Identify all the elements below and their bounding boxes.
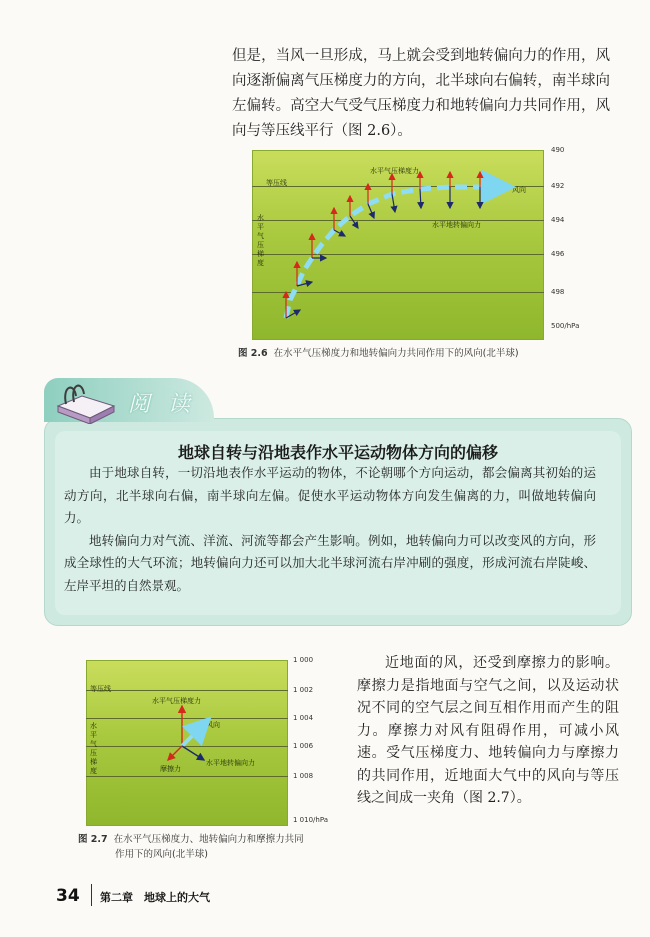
figure-2-6-background [252, 150, 544, 340]
caption-text-line-1: 在水平气压梯度力、地转偏向力和摩擦力共同 [113, 834, 304, 845]
wind-direction-label: 风向 [206, 721, 220, 729]
footer-divider [91, 884, 92, 906]
wind-direction-label: 风向 [512, 186, 526, 194]
isobar-label: 等压线 [90, 685, 111, 693]
caption-text-line-2: 作用下的风向(北半球) [115, 849, 208, 860]
figure-2-7-caption [78, 832, 348, 862]
tick-label: 1 000 [293, 656, 314, 664]
figure-2-6-caption [238, 346, 519, 361]
caption-text: 在水平气压梯度力和地转偏向力共同作用下的风向(北半球) [273, 348, 519, 359]
chapter-title: 第二章 地球上的大气 [100, 891, 210, 904]
reading-tab-label: 阅读 [128, 392, 209, 417]
reading-paragraph: 由于地球自转，一切沿地表作水平运动的物体，不论朝哪个方向运动，都会偏离其初始的运动方向，北半球向右偏，南半球向左偏。促使水平运动物体方向发生偏离的力，叫做地转偏向力。 [64, 465, 596, 525]
reading-paragraph: 地转偏向力对气流、洋流、河流等都会产生影响。例如，地转偏向力可以改变风的方向，形成全球性的大气环流；地转偏向力还可以加大北半球河流右岸冲刷的强度，形成河流右岸陡峻、左岸平坦的自然景观。 [64, 532, 596, 593]
isobar-line [252, 220, 544, 221]
tick-label: 498 [551, 288, 565, 296]
vertical-gradient-label: 水平气压梯度 [257, 214, 264, 267]
tick-label: 1 006 [293, 742, 314, 750]
isobar-line [86, 746, 288, 747]
top-paragraph: 但是，当风一旦形成，马上就会受到地转偏向力的作用，风向逐渐偏离气压梯度力的方向，北半球向右偏转，南半球向左偏转。高空大气受气压梯度力和地转偏向力共同作用，风向与等压线平行（图 2.6）。 [232, 48, 610, 139]
tick-label: 1 004 [293, 714, 314, 722]
vertical-gradient-label: 水平气压梯度 [90, 722, 97, 775]
caption-number: 图 2.7 [78, 834, 108, 845]
tick-label: 492 [551, 182, 565, 190]
coriolis-force-label: 水平地转偏向力 [206, 759, 255, 767]
tick-label: 1 008 [293, 772, 314, 780]
isobar-line [252, 292, 544, 293]
friction-label: 摩擦力 [160, 765, 181, 773]
right-paragraph-text: 近地面的风，还受到摩擦力的影响。摩擦力是指地面与空气之间，以及运动状况不同的空气层之间互相作用而产生的阻力。摩擦力对风有阻碍作用，可减小风速。受气压梯度力、地转偏向力与摩擦力的共同作用，近地面大气中的风向与等压线之间成一夹角（图 2.7）。 [357, 655, 619, 806]
caption-number: 图 2.6 [238, 348, 268, 359]
gradient-force-label: 水平气压梯度力 [152, 697, 201, 705]
isobar-label: 等压线 [266, 179, 287, 187]
figure-2-7-background [86, 660, 288, 826]
page-number: 34 [56, 886, 80, 906]
isobar-line [252, 186, 544, 187]
reading-title: 地球自转与沿地表作水平运动物体方向的偏移 [177, 443, 498, 462]
tick-label: 1 010/hPa [293, 816, 329, 824]
tick-label: 496 [551, 250, 565, 258]
isobar-line [86, 776, 288, 777]
isobar-line [86, 718, 288, 719]
tick-label: 494 [551, 216, 565, 224]
reading-body [64, 462, 596, 597]
tick-label: 490 [551, 146, 565, 154]
tick-label: 1 002 [293, 686, 314, 694]
tick-label: 500/hPa [551, 322, 580, 330]
isobar-line [252, 254, 544, 255]
isobar-line [86, 690, 288, 691]
right-paragraph [357, 652, 619, 810]
book-clip-icon [52, 376, 118, 424]
coriolis-force-label: 水平地转偏向力 [432, 221, 481, 229]
gradient-force-label: 水平气压梯度力 [370, 167, 419, 175]
